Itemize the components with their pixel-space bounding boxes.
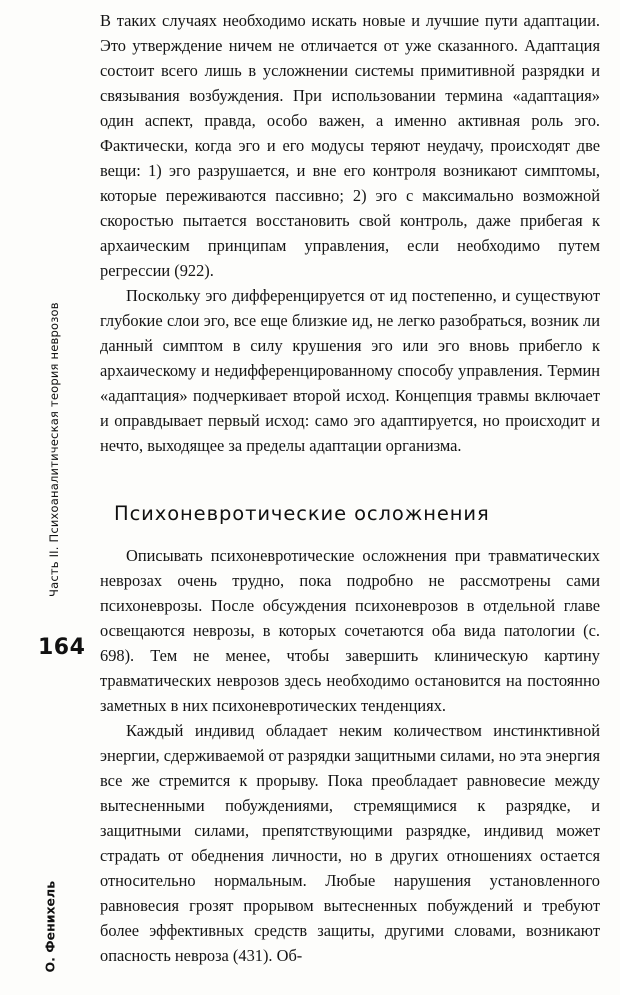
page-number: 164	[38, 635, 86, 660]
page-text-column	[100, 8, 600, 968]
paragraph-1: В таких случаях необходимо искать новые и лучшие пути адаптации. Это утверждение ничем не отличается от уже сказанного. Адаптация состоит всего лишь в усложнении системы примитивной разрядки и связывания возбуждения. При использовании термина «адаптация» один аспект, правда, особо важен, а именно активная роль эго. Фактически, когда эго и его модусы теряют неудачу, происходят две вещи: 1) эго разрушается, и вне его контроля возникают симптомы, которые переживаются пассивно; 2) эго с максимально возможной скоростью пытается восстановить свой контроль, даже прибегая к архаическим принципам управления, если необходимо путем регрессии (922).	[100, 11, 600, 280]
running-head: Часть II. Психоаналитическая теория неврозов	[47, 302, 61, 597]
section-heading: Психоневротические осложнения	[114, 502, 490, 525]
paragraph-4: Каждый индивид обладает неким количеством инстинктивной энергии, сдерживаемой от разрядки защитными силами, но эта энергия все же стремится к прорыву. Пока преобладает равновесие между вытесненными побуждениями, стремящимися к разрядке, и защитными силами, препятствующими разрядке, индивид может страдать от обеднения личности, но в других отношениях остается относительно нормальным. Любые нарушения установленного равновесия грозят прорывом вытесненных побуждений и требуют более эффективных средств защиты, другими словами, возникают опасность невроза (431). Об-	[100, 721, 600, 965]
paragraph-2: Поскольку эго дифференцируется от ид постепенно, и существуют глубокие слои эго, все еще близкие ид, не легко разобраться, возник ли данный симптом в силу крушения эго или эго вновь прибегло к архаическому и недифференцированному способу управления. Термин «адаптация» подчеркивает второй исход. Концепция травмы включает и оправдывает первый исход: само эго адаптируется, но происходит и нечто, выходящее за пределы адаптации организма.	[100, 286, 600, 455]
paragraph-3: Описывать психоневротические осложнения при травматических неврозах очень трудно, пока подробно не рассмотрены сами психоневрозы. После обсуждения психоневрозов в отдельной главе освещаются неврозы, в которых сочетаются оба вида патологии (с. 698). Тем не менее, чтобы завершить клиническую картину травматических неврозов здесь необходимо остановится на постоянно заметных в них психоневротических тенденциях.	[100, 546, 600, 715]
page-margin-column	[0, 0, 96, 995]
author-name: О. Фенихель	[42, 880, 58, 973]
